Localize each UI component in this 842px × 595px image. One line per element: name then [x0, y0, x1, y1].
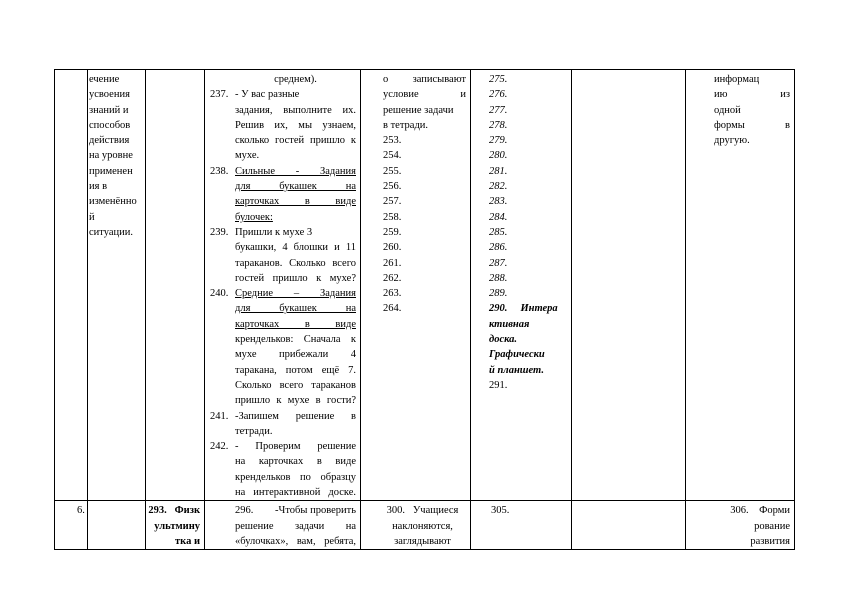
equipment-text: й планшет.: [489, 364, 544, 376]
teacher-line: [235, 194, 356, 209]
teacher-text: - Проверим решение: [235, 441, 356, 453]
teacher-line: [235, 454, 356, 469]
text-line: решение задачи на: [235, 520, 356, 532]
equipment-line: [489, 301, 567, 316]
equipment-text: ктивная: [489, 318, 530, 330]
item-number: 306.: [730, 505, 749, 517]
equipment-text: доска.: [489, 334, 518, 346]
teacher-line: [235, 485, 356, 500]
item-number: 289.: [489, 288, 508, 300]
equipment-line: [489, 332, 567, 347]
teacher-line: [235, 317, 356, 332]
goal-line: й: [89, 211, 95, 223]
item-number: 282.: [489, 181, 508, 193]
item-number: 284.: [489, 211, 508, 223]
teacher-text: мухе прибежали 4: [235, 349, 356, 361]
cell-empty: [572, 501, 686, 550]
item-number: 305.: [491, 505, 510, 517]
teacher-line: [235, 393, 356, 408]
text-line: Учащиеся: [412, 505, 459, 517]
item-number: 260.: [383, 242, 402, 254]
item-number: 261.: [383, 257, 402, 269]
teacher-line: [235, 332, 356, 347]
teacher-text: букашки, 4 блошки и 11: [235, 242, 356, 254]
goal-line: действия: [89, 135, 130, 147]
teacher-text: тетради.: [235, 425, 273, 437]
text-line: «булочках», вам, ребята,: [235, 535, 356, 547]
item-number: 257.: [383, 196, 402, 208]
student-line: о записывают: [383, 74, 466, 85]
cell-stage-goal: [88, 501, 146, 550]
teacher-line: [235, 424, 356, 439]
student-line: в тетради.: [383, 119, 429, 131]
teacher-text: мухе.: [235, 150, 260, 162]
text-line: -Чтобы проверить: [275, 505, 356, 517]
teacher-line: [210, 286, 356, 301]
teacher-line: [235, 256, 356, 271]
result-line: одной: [714, 104, 741, 116]
item-number: 280.: [489, 150, 508, 162]
table-row: [55, 70, 795, 501]
item-number: 281.: [489, 165, 508, 177]
cell-student-activity: [361, 501, 471, 550]
table-row: [55, 501, 795, 550]
teacher-line: [235, 210, 356, 225]
item-number: 291.: [489, 379, 508, 391]
text-line: заглядывают: [394, 535, 451, 547]
teacher-text: булочек:: [235, 211, 273, 223]
item-number: 283.: [489, 196, 508, 208]
teacher-line: [210, 87, 356, 102]
item-number: 296.: [235, 505, 254, 517]
cell-empty: [572, 70, 686, 501]
text-line: рование: [754, 520, 790, 532]
teacher-text: Решив их, мы узнаем,: [235, 119, 356, 131]
item-number: 285.: [489, 226, 508, 238]
teacher-line: [210, 409, 356, 424]
cell-stage-name: [146, 501, 205, 550]
teacher-text: карточках в виде: [235, 196, 356, 208]
cell-equipment: [471, 70, 572, 501]
text-line: наклоняются,: [392, 520, 453, 532]
item-number: 262.: [383, 272, 402, 284]
teacher-line: [235, 301, 356, 316]
teacher-text: для букашек на: [235, 303, 356, 315]
goal-line: изменённо: [89, 196, 137, 208]
cell-stage-number: [55, 501, 88, 550]
item-number: 254.: [383, 150, 402, 162]
teacher-line: [235, 470, 356, 485]
item-number: 287.: [489, 257, 508, 269]
cell-equipment: [471, 501, 572, 550]
teacher-line: [235, 271, 356, 286]
cell-result: [686, 70, 795, 501]
goal-line: ия в: [89, 181, 108, 193]
student-line: условие и: [383, 89, 466, 101]
result-line: другую.: [714, 135, 750, 147]
teacher-text: среднем).: [274, 74, 317, 85]
equipment-line: [489, 347, 567, 362]
equipment-text: Интера: [520, 303, 558, 315]
item-number: 258.: [383, 211, 402, 223]
cell-teacher-activity: [205, 501, 361, 550]
equipment-line: [489, 363, 567, 378]
item-number: 278.: [489, 119, 508, 131]
student-line: решение задачи: [383, 104, 454, 116]
teacher-line: [235, 240, 356, 255]
item-number: 238.: [210, 165, 229, 177]
item-number: 241.: [210, 410, 229, 422]
text-line: развития: [750, 535, 790, 547]
teacher-text: для букашек на: [235, 181, 356, 193]
item-number: 237.: [210, 89, 229, 101]
item-number: 239.: [210, 226, 229, 238]
stage-number: 6.: [77, 505, 85, 517]
cell-stage-number: [55, 70, 88, 501]
item-number: 290.: [489, 303, 508, 315]
item-number: 275.: [489, 74, 508, 85]
teacher-line: [210, 164, 356, 179]
teacher-text: крендельков по образцу: [235, 471, 356, 483]
equipment-line: [489, 317, 567, 332]
teacher-line: [235, 347, 356, 362]
cell-stage-name: [146, 70, 205, 501]
teacher-line: [210, 439, 356, 454]
item-number: 277.: [489, 104, 508, 116]
teacher-line: [235, 72, 356, 87]
goal-line: усвоения: [89, 89, 130, 101]
teacher-text: пришло к мухе в гости?: [235, 395, 356, 407]
item-number: 240.: [210, 288, 229, 300]
item-number: 276.: [489, 89, 508, 101]
result-line: формы в: [714, 119, 790, 131]
cell-teacher-activity: [205, 70, 361, 501]
teacher-text: Пришли к мухе 3: [235, 226, 313, 238]
teacher-text: таракана, потом ещё 7.: [235, 364, 356, 376]
teacher-text: Средние – Задания: [235, 288, 356, 300]
teacher-line: [235, 103, 356, 118]
equipment-text: Графически: [489, 349, 545, 361]
cell-result: [686, 501, 795, 550]
goal-line: ечение: [89, 74, 120, 85]
goal-line: на уровне: [89, 150, 133, 162]
teacher-text: тараканов. Сколько всего: [235, 257, 356, 269]
teacher-text: на интерактивной доске.: [235, 487, 356, 499]
stage-name-line: Физк: [174, 505, 200, 517]
item-number: 293.: [148, 505, 167, 517]
teacher-line: [235, 148, 356, 163]
teacher-text: Сколько всего тараканов: [235, 379, 356, 391]
item-number: 242.: [210, 441, 229, 453]
teacher-text: на карточках в виде: [235, 456, 356, 468]
teacher-text: - У вас разные: [235, 89, 300, 101]
item-number: 256.: [383, 181, 402, 193]
teacher-line: [235, 179, 356, 194]
item-number: 253.: [383, 135, 402, 147]
cell-student-activity: [361, 70, 471, 501]
teacher-text: карточках в виде: [235, 318, 356, 330]
text-line: Форми: [759, 505, 790, 517]
item-number: 279.: [489, 135, 508, 147]
teacher-text: крендельков: Сначала к: [235, 334, 356, 346]
result-line: ию из: [714, 89, 790, 101]
result-line: информац: [714, 74, 760, 85]
teacher-text: Сильные - Задания: [235, 165, 356, 177]
item-number: 288.: [489, 272, 508, 284]
item-number: 300.: [386, 505, 405, 517]
goal-line: способов: [89, 119, 131, 131]
item-number: 264.: [383, 303, 402, 315]
item-number: 255.: [383, 165, 402, 177]
item-number: 263.: [383, 288, 402, 300]
item-number: 259.: [383, 226, 402, 238]
teacher-line: [235, 378, 356, 393]
stage-name-line: ультмину: [154, 520, 200, 532]
stage-name-line: тка и: [175, 535, 200, 547]
teacher-line: [235, 363, 356, 378]
goal-line: знаний и: [89, 104, 129, 116]
teacher-text: гостей пришло к мухе?: [235, 272, 356, 284]
goal-line: ситуации.: [89, 226, 133, 238]
item-number: 286.: [489, 242, 508, 254]
cell-stage-goal: [88, 70, 146, 501]
teacher-line: [235, 118, 356, 133]
teacher-text: задания, выполните их.: [235, 104, 356, 116]
teacher-text: сколько гостей пришло к: [235, 135, 356, 147]
teacher-line: [210, 225, 356, 240]
teacher-line: [235, 133, 356, 148]
goal-line: применен: [89, 165, 133, 177]
lesson-table: [54, 69, 795, 550]
teacher-text: -Запишем решение в: [235, 410, 356, 422]
